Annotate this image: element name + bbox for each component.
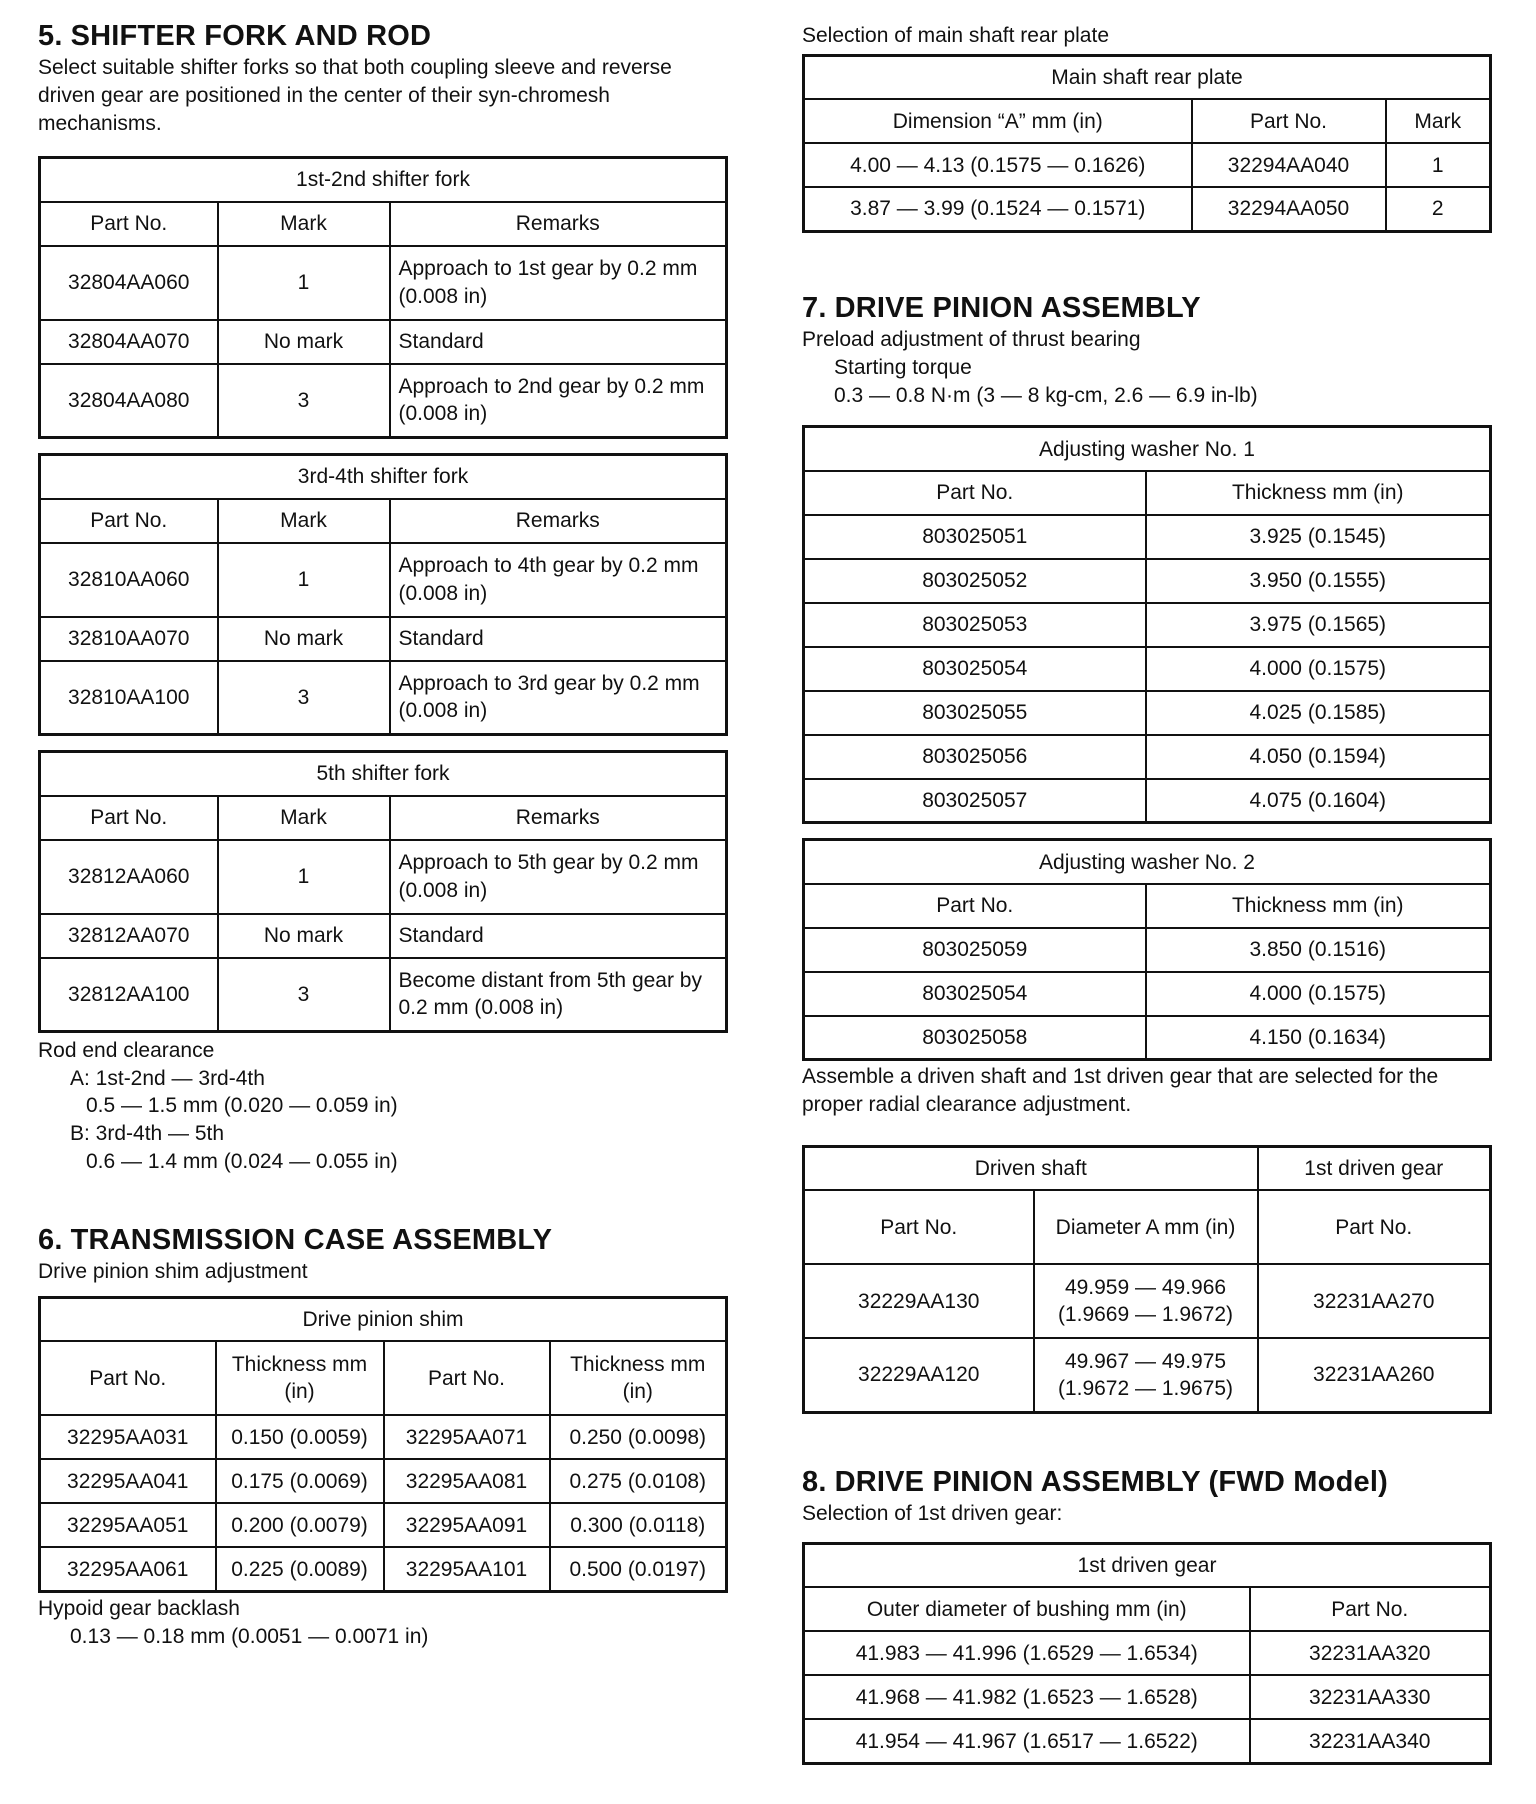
table-row <box>804 1631 1491 1675</box>
shifter-fork-3-4-table <box>38 453 728 736</box>
section-number: 5. <box>38 20 63 52</box>
mark-cell: 1 <box>218 840 390 914</box>
part-number-cell: 32812AA070 <box>40 914 218 958</box>
part-number-cell: 32804AA060 <box>40 246 218 320</box>
thickness-cell: 4.150 (0.1634) <box>1146 1016 1491 1060</box>
part-number-cell: 32231AA330 <box>1250 1675 1491 1719</box>
column-header: Part No. <box>804 471 1146 515</box>
column-header: Part No. <box>40 1341 216 1415</box>
column-header: Dimension “A” mm (in) <box>804 99 1192 143</box>
column-header: Thickness mm (in) <box>1146 884 1491 928</box>
adjusting-washer-1-table <box>802 425 1492 824</box>
torque-value: 0.3 — 0.8 N·m (3 — 8 kg-cm, 2.6 — 6.9 in-lb) <box>834 383 1258 407</box>
rod-clearance-b-label: B: 3rd-4th — 5th <box>70 1122 225 1146</box>
section-5-heading <box>38 18 733 54</box>
dimension-cell: 4.00 — 4.13 (0.1575 — 0.1626) <box>804 143 1192 187</box>
diameter-cell: 41.968 — 41.982 (1.6523 — 1.6528) <box>804 1675 1250 1719</box>
section-title: SHIFTER FORK AND ROD <box>70 20 432 52</box>
mark-cell: No mark <box>218 914 390 958</box>
section-7-heading <box>802 290 1492 326</box>
part-number-cell: 32295AA061 <box>40 1547 216 1591</box>
part-number-cell: 32229AA130 <box>804 1264 1034 1338</box>
drive-pinion-shim-table <box>38 1296 728 1593</box>
part-number-cell: 32810AA060 <box>40 543 218 617</box>
remarks-cell: Approach to 3rd gear by 0.2 mm (0.008 in) <box>390 661 727 735</box>
part-number-cell: 803025059 <box>804 928 1146 972</box>
thickness-cell: 0.150 (0.0059) <box>216 1415 384 1459</box>
assemble-note: Assemble a driven shaft and 1st driven gear that are selected for the proper radial clearance adjustment. <box>802 1065 1439 1117</box>
table-row <box>40 543 727 617</box>
remarks-cell: Standard <box>390 914 727 958</box>
table-row <box>804 559 1491 603</box>
torque-label: Starting torque <box>834 355 972 379</box>
thickness-cell: 0.175 (0.0069) <box>216 1459 384 1503</box>
section-number: 6. <box>38 1224 63 1256</box>
table-row <box>804 603 1491 647</box>
thickness-cell: 4.000 (0.1575) <box>1146 972 1491 1016</box>
mark-cell: 1 <box>1386 143 1491 187</box>
section-8 <box>802 1464 1492 1765</box>
section-number: 8. <box>802 1466 827 1498</box>
part-number-cell: 803025056 <box>804 735 1146 779</box>
section-title: TRANSMISSION CASE ASSEMBLY <box>70 1224 553 1256</box>
mark-cell: 1 <box>218 246 390 320</box>
column-header: Outer diameter of bushing mm (in) <box>804 1587 1250 1631</box>
table-row <box>804 647 1491 691</box>
section-8-subtitle: Selection of 1st driven gear: <box>802 1502 1063 1526</box>
column-header: Remarks <box>390 796 727 840</box>
table-caption: Adjusting washer No. 1 <box>804 427 1491 471</box>
thickness-cell: 0.200 (0.0079) <box>216 1503 384 1547</box>
backlash-value: 0.13 — 0.18 mm (0.0051 — 0.0071 in) <box>70 1624 429 1648</box>
table-caption: 1st-2nd shifter fork <box>40 158 727 202</box>
table-row <box>804 972 1491 1016</box>
diameter-in: (1.9669 — 1.9672) <box>1057 1303 1234 1327</box>
remarks-cell: Approach to 5th gear by 0.2 mm (0.008 in) <box>390 840 727 914</box>
section-6 <box>38 1222 733 1650</box>
column-header: Thickness mm (in) <box>1146 471 1491 515</box>
column-header: Remarks <box>390 202 727 246</box>
part-number-cell: 32229AA120 <box>804 1338 1034 1412</box>
part-number-cell: 32295AA051 <box>40 1503 216 1547</box>
thickness-cell: 0.500 (0.0197) <box>550 1547 727 1591</box>
table-caption: Drive pinion shim <box>40 1297 727 1341</box>
diameter-cell: 41.954 — 41.967 (1.6517 — 1.6522) <box>804 1719 1250 1763</box>
mark-cell: No mark <box>218 617 390 661</box>
part-number-cell: 803025053 <box>804 603 1146 647</box>
shifter-fork-tables <box>38 156 728 1176</box>
section-7 <box>802 290 1492 1414</box>
table-caption: Main shaft rear plate <box>804 55 1491 99</box>
part-number-cell: 803025054 <box>804 647 1146 691</box>
table-row <box>40 840 727 914</box>
remarks-cell: Become distant from 5th gear by 0.2 mm (0.008 in) <box>390 958 727 1032</box>
thickness-cell: 3.975 (0.1565) <box>1146 603 1491 647</box>
remarks-cell: Approach to 2nd gear by 0.2 mm (0.008 in) <box>390 364 727 438</box>
diameter-cell <box>1034 1264 1258 1338</box>
part-number-cell: 32231AA270 <box>1258 1264 1491 1338</box>
table-row <box>804 515 1491 559</box>
adjusting-washer-2-table <box>802 838 1492 1061</box>
table-row <box>804 143 1491 187</box>
rod-end-clearance <box>38 1037 728 1176</box>
table-row <box>40 364 727 438</box>
shifter-fork-1-2-table <box>38 156 728 439</box>
column-header: Part No. <box>804 884 1146 928</box>
part-number-cell: 32812AA100 <box>40 958 218 1032</box>
thickness-cell: 0.300 (0.0118) <box>550 1503 727 1547</box>
diameter-cell: 41.983 — 41.996 (1.6529 — 1.6534) <box>804 1631 1250 1675</box>
table-row <box>804 691 1491 735</box>
first-driven-gear-table <box>802 1542 1492 1765</box>
table-row <box>40 1459 727 1503</box>
column-header: Part No. <box>40 796 218 840</box>
remarks-cell: Approach to 4th gear by 0.2 mm (0.008 in) <box>390 543 727 617</box>
part-number-cell: 32810AA100 <box>40 661 218 735</box>
thickness-cell: 4.000 (0.1575) <box>1146 647 1491 691</box>
mark-cell: 3 <box>218 661 390 735</box>
table-row <box>804 1719 1491 1763</box>
section-5-intro: Select suitable shifter forks so that both coupling sleeve and reverse driven gear are positioned in the center of their syn-chromesh mechanisms. <box>38 56 672 135</box>
backlash-title: Hypoid gear backlash <box>38 1596 240 1620</box>
part-number-cell: 803025052 <box>804 559 1146 603</box>
table-row <box>40 1547 727 1591</box>
section-8-heading <box>802 1464 1492 1500</box>
table-row <box>40 958 727 1032</box>
thickness-cell: 3.850 (0.1516) <box>1146 928 1491 972</box>
rear-plate-section <box>802 22 1492 233</box>
column-header: Part No. <box>804 1190 1034 1264</box>
mark-cell: 3 <box>218 364 390 438</box>
column-header: Part No. <box>384 1341 550 1415</box>
section-5 <box>38 18 733 137</box>
preload-text: Preload adjustment of thrust bearing <box>802 328 1141 352</box>
part-number-cell: 32295AA031 <box>40 1415 216 1459</box>
section-number: 7. <box>802 292 827 324</box>
section-title: DRIVE PINION ASSEMBLY <box>834 292 1201 324</box>
diameter-mm: 49.959 — 49.966 <box>1064 1276 1227 1300</box>
section-6-subtitle: Drive pinion shim adjustment <box>38 1260 308 1284</box>
section-6-heading <box>38 1222 733 1258</box>
thickness-cell: 3.950 (0.1555) <box>1146 559 1491 603</box>
driven-shaft-table <box>802 1145 1492 1414</box>
rod-clearance-a-label: A: 1st-2nd — 3rd-4th <box>70 1066 265 1090</box>
column-header: Remarks <box>390 499 727 543</box>
thickness-cell: 3.925 (0.1545) <box>1146 515 1491 559</box>
table-row <box>804 187 1491 231</box>
table-group-header: Driven shaft <box>804 1146 1258 1190</box>
part-number-cell: 32295AA041 <box>40 1459 216 1503</box>
part-number-cell: 32810AA070 <box>40 617 218 661</box>
column-header: Diameter A mm (in) <box>1034 1190 1258 1264</box>
diameter-in: (1.9672 — 1.9675) <box>1057 1377 1234 1401</box>
rod-clearance-b-value: 0.6 — 1.4 mm (0.024 — 0.055 in) <box>86 1149 398 1173</box>
part-number-cell: 32295AA081 <box>384 1459 550 1503</box>
remarks-cell: Standard <box>390 320 727 364</box>
main-shaft-rear-plate-table <box>802 54 1492 233</box>
part-number-cell: 32804AA080 <box>40 364 218 438</box>
table-group-header: 1st driven gear <box>1258 1146 1491 1190</box>
part-number-cell: 32231AA320 <box>1250 1631 1491 1675</box>
table-row <box>804 928 1491 972</box>
table-caption: 1st driven gear <box>804 1543 1491 1587</box>
column-header: Mark <box>218 499 390 543</box>
table-row <box>40 320 727 364</box>
column-header: Thickness mm (in) <box>550 1341 727 1415</box>
mark-cell: 1 <box>218 543 390 617</box>
part-number-cell: 803025051 <box>804 515 1146 559</box>
part-number-cell: 32812AA060 <box>40 840 218 914</box>
section-title: DRIVE PINION ASSEMBLY (FWD Model) <box>834 1466 1388 1498</box>
thickness-cell: 0.225 (0.0089) <box>216 1547 384 1591</box>
part-number-cell: 803025054 <box>804 972 1146 1016</box>
thickness-cell: 4.050 (0.1594) <box>1146 735 1491 779</box>
remarks-cell: Approach to 1st gear by 0.2 mm (0.008 in) <box>390 246 727 320</box>
diameter-cell <box>1034 1338 1258 1412</box>
table-row <box>804 735 1491 779</box>
part-number-cell: 32231AA340 <box>1250 1719 1491 1763</box>
part-number-cell: 803025058 <box>804 1016 1146 1060</box>
part-number-cell: 32294AA040 <box>1192 143 1386 187</box>
part-number-cell: 32295AA101 <box>384 1547 550 1591</box>
table-row <box>40 661 727 735</box>
part-number-cell: 803025057 <box>804 779 1146 823</box>
table-row <box>40 914 727 958</box>
thickness-cell: 0.250 (0.0098) <box>550 1415 727 1459</box>
table-row <box>40 1415 727 1459</box>
dimension-cell: 3.87 — 3.99 (0.1524 — 0.1571) <box>804 187 1192 231</box>
table-caption: Adjusting washer No. 2 <box>804 840 1491 884</box>
column-header: Mark <box>218 202 390 246</box>
column-header: Thickness mm (in) <box>216 1341 384 1415</box>
column-header: Part No. <box>1250 1587 1491 1631</box>
mark-cell: No mark <box>218 320 390 364</box>
table-caption: 5th shifter fork <box>40 752 727 796</box>
rod-clearance-title: Rod end clearance <box>38 1039 215 1062</box>
table-caption: 3rd-4th shifter fork <box>40 455 727 499</box>
rear-plate-title: Selection of main shaft rear plate <box>802 24 1110 47</box>
column-header: Mark <box>1386 99 1491 143</box>
mark-cell: 2 <box>1386 187 1491 231</box>
table-row <box>804 1338 1491 1412</box>
table-row <box>804 1264 1491 1338</box>
table-row <box>40 617 727 661</box>
part-number-cell: 32295AA091 <box>384 1503 550 1547</box>
table-row <box>804 779 1491 823</box>
column-header: Part No. <box>1192 99 1386 143</box>
remarks-cell: Standard <box>390 617 727 661</box>
column-header: Part No. <box>40 499 218 543</box>
thickness-cell: 4.025 (0.1585) <box>1146 691 1491 735</box>
shifter-fork-5-table <box>38 750 728 1033</box>
table-row <box>804 1675 1491 1719</box>
part-number-cell: 32295AA071 <box>384 1415 550 1459</box>
table-row <box>40 246 727 320</box>
thickness-cell: 4.075 (0.1604) <box>1146 779 1491 823</box>
table-row <box>40 1503 727 1547</box>
column-header: Part No. <box>40 202 218 246</box>
thickness-cell: 0.275 (0.0108) <box>550 1459 727 1503</box>
diameter-mm: 49.967 — 49.975 <box>1064 1349 1227 1373</box>
part-number-cell: 32294AA050 <box>1192 187 1386 231</box>
rod-clearance-a-value: 0.5 — 1.5 mm (0.020 — 0.059 in) <box>86 1094 398 1118</box>
table-row <box>804 1016 1491 1060</box>
part-number-cell: 32231AA260 <box>1258 1338 1491 1412</box>
column-header: Part No. <box>1258 1190 1491 1264</box>
part-number-cell: 803025055 <box>804 691 1146 735</box>
mark-cell: 3 <box>218 958 390 1032</box>
part-number-cell: 32804AA070 <box>40 320 218 364</box>
column-header: Mark <box>218 796 390 840</box>
